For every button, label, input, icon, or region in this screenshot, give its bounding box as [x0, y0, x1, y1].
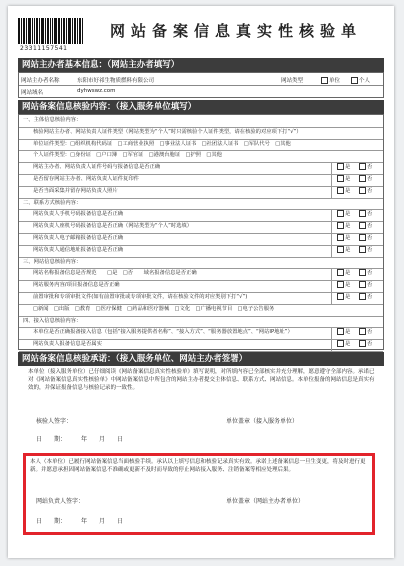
checkbox-no[interactable] — [359, 339, 372, 351]
checkbox-label: 否 — [367, 176, 373, 182]
checkbox-label: 是 — [345, 235, 351, 241]
checkbox-icon — [321, 77, 328, 84]
verify-row-text: 网站主办者、网站负责人证件号码与报备信息是否正确 — [33, 164, 161, 171]
checkbox-icon — [337, 246, 344, 253]
checkbox-label: 是 — [345, 341, 351, 348]
owner-stamp-label: 单位盖章（网站主办者单位） — [226, 498, 305, 505]
checkbox-icon — [359, 210, 366, 217]
checkbox-icon — [337, 281, 344, 288]
verify-row-text: 网站负责人电子邮箱报备信息是否正确 — [33, 235, 124, 241]
checkbox-yes[interactable] — [337, 186, 350, 198]
checkbox-label: 是 — [345, 270, 351, 277]
domain-label: 网站域名 — [21, 90, 44, 96]
checkbox-icon — [359, 246, 366, 253]
checkbox-icon — [337, 187, 344, 194]
domain-value: dyhwswz.com — [77, 88, 116, 94]
verify-row-text: 网站名称报备信息是否规范 □是 □否 域名报备信息是否正确 — [33, 270, 197, 277]
checkbox-label: 否 — [367, 223, 373, 230]
verify-row-text: 网站服务内容/项目报备信息是否正确 — [33, 282, 120, 289]
checkbox-label: 是 — [345, 294, 351, 300]
checkbox-no[interactable] — [359, 245, 372, 257]
checkbox-label: 否 — [367, 187, 373, 194]
checkbox-yes[interactable] — [337, 245, 350, 257]
checkbox-icon — [337, 163, 344, 170]
verify-row-text: 是否当面采集并留存网站负责人照片 — [33, 187, 118, 194]
checkbox-icon — [337, 328, 344, 335]
checkbox-label: 否 — [367, 211, 373, 218]
barcode-number: 23311157541 — [20, 45, 68, 52]
checkbox-icon — [359, 328, 366, 335]
checkbox-icon — [337, 210, 344, 217]
checkbox-no[interactable] — [359, 233, 372, 245]
checkbox-icon — [359, 281, 366, 288]
org-name-label: 网站主办者名称 — [21, 78, 60, 84]
checkbox-icon — [337, 269, 344, 276]
verify-row-text: 核验网站主办者、网站负责人证件类型（网站类型为“个人”时只需核验个人证件类型，请在核验的对应项下打“√”） — [33, 128, 302, 135]
checkbox-label: 是 — [345, 164, 351, 171]
barcode-icon — [18, 14, 96, 44]
checkbox-label: 否 — [367, 235, 373, 241]
checkbox-no[interactable] — [359, 209, 372, 221]
org-name-value: 东阳市好祁生物质燃料有限公司 — [77, 78, 155, 84]
checkbox-icon — [359, 175, 366, 182]
owner-date-label: 日 期： 年 月 日 — [36, 518, 124, 525]
verify-table — [18, 114, 384, 350]
checkbox-yes[interactable] — [337, 268, 350, 280]
checkbox-icon — [359, 340, 366, 347]
section-owner-info-title: 网站主办者基本信息：（网站主办者填写） — [18, 58, 384, 72]
checkbox-label: 是 — [345, 176, 351, 182]
checkbox-yes[interactable] — [337, 221, 350, 233]
checkbox-label: 否 — [367, 282, 373, 289]
verify-row-text: □新闻 □出版 □教育 □医疗保健 □药品和医疗器械 □文化 □广播电视节目 □电子公告服务 — [33, 305, 275, 312]
verify-row-text: 网站负责人通信地址报备信息是否正确 — [33, 246, 124, 253]
checkbox-icon — [359, 269, 366, 276]
document-page — [8, 6, 394, 558]
verify-row-text: 一、主体信息核验内容： — [23, 117, 82, 123]
checkbox-icon — [351, 77, 358, 84]
checkbox-no[interactable] — [359, 327, 372, 339]
checkbox-yes[interactable] — [337, 339, 350, 351]
document-header — [18, 14, 384, 56]
checkbox-icon — [359, 234, 366, 241]
checkbox-icon — [337, 293, 344, 300]
verify-row-text: 是否留存网站主办者、网站负责人证件复印件 — [33, 176, 139, 182]
verify-row-text: 单位证件类型：□组织机构代码证 □工商营业执照 □事业法人证书 □社团法人证书 □军队代号 □其他 — [33, 140, 291, 147]
checkbox-no[interactable] — [359, 174, 372, 186]
unit-stamp-label: 单位盖章（接入服务单位） — [226, 418, 299, 425]
checkbox-label: 是 — [345, 211, 351, 218]
document-title: 网站备案信息真实性核验单 — [110, 22, 363, 40]
site-type-person[interactable]: 个人 — [351, 76, 370, 84]
checkbox-label: 是 — [345, 246, 351, 253]
verifier-sign-label: 核验人签字： — [36, 418, 73, 425]
checkbox-no[interactable] — [359, 162, 372, 174]
checkbox-label: 是 — [345, 187, 351, 194]
checkbox-yes[interactable] — [337, 280, 350, 292]
verify-row-text: 网站负责人座机号码报备信息是否正确（网站类型为“个人”时选填） — [33, 223, 193, 230]
section-commitment-title: 网站备案信息核验承诺：（接入服务单位、网站主办者签署） — [18, 352, 384, 366]
checkbox-icon — [337, 175, 344, 182]
checkbox-label: 否 — [367, 246, 373, 253]
checkbox-label: 否 — [367, 329, 373, 336]
checkbox-yes[interactable] — [337, 162, 350, 174]
checkbox-label: 是 — [345, 329, 351, 336]
date-label: 日 期： 年 月 日 — [36, 436, 124, 443]
verify-row-text: 二、联系方式核验内容： — [23, 199, 82, 206]
checkbox-icon — [359, 187, 366, 194]
checkbox-label: 是 — [345, 223, 351, 230]
checkbox-label: 否 — [367, 294, 373, 300]
verify-row-text: 个人证件类型：□身份证 □户口簿 □军官证 □港澳台胞证 □护照 □其他 — [33, 152, 222, 159]
commitment-paragraph-2: 本人（本单位）已履行网站备案信息当面核验手续。承认以上填写信息和核验记录真实有效。承诺上述备案信息一旦生变更，将及时进行更新。并愿意承担因网站备案信息不准确或更新不及时而导致的停止网站接入服务、注销备案等相应处理后果。 — [30, 459, 366, 473]
checkbox-label: 否 — [367, 341, 373, 348]
checkbox-no[interactable] — [359, 186, 372, 198]
checkbox-yes[interactable] — [337, 174, 350, 186]
checkbox-label: 否 — [367, 270, 373, 277]
checkbox-yes[interactable] — [337, 209, 350, 221]
checkbox-yes[interactable] — [337, 233, 350, 245]
site-type-label: 网站类型 — [281, 78, 304, 84]
checkbox-no[interactable] — [359, 292, 372, 304]
checkbox-no[interactable] — [359, 268, 372, 280]
checkbox-icon — [337, 340, 344, 347]
checkbox-yes[interactable] — [337, 327, 350, 339]
verify-row-text: 四、接入信息核验内容： — [23, 317, 82, 324]
checkbox-icon — [359, 222, 366, 229]
checkbox-no[interactable] — [359, 221, 372, 233]
site-type-unit[interactable]: 单位 — [321, 76, 340, 84]
checkbox-icon — [337, 222, 344, 229]
checkbox-icon — [359, 293, 366, 300]
owner-sign-label: 网站负责人签字： — [36, 498, 85, 505]
verify-row — [19, 339, 383, 352]
verify-row-text: 三、网站信息核验内容： — [23, 258, 82, 265]
checkbox-icon — [359, 163, 366, 170]
section-verify-title: 网站备案信息核验内容：（接入服务单位填写） — [18, 100, 384, 114]
verify-row-text: 网站负责人手机号码报备信息是否正确 — [33, 211, 124, 218]
verify-row-text: 前置审批和专项审批文件(如有前置审批或专项审批文件，请在核验文件的对应类别下打“√”) — [33, 294, 248, 300]
checkbox-icon — [337, 234, 344, 241]
checkbox-no[interactable] — [359, 280, 372, 292]
commitment-paragraph-1: 本单位（接入服务单位）已仔细阅读《网站备案信息真实性核验单》填写说明，对所填内容已全部核实并充分理解，愿意遵守全部内容。承诺已对《网站备案信息真实性核验单》中网站备案信息中所包含的网站主办者提交主体信息、联系方式、网站信息。本单位报备的网站信息是真实有效的，并保证报备信息与核验记录的一致性。 — [28, 369, 375, 391]
owner-info-table — [18, 72, 384, 98]
verify-row-text: 本单位是否正确报备接入信息（包括“接入服务提供者名称”、“接入方式”、“服务器放置地点”、“网站IP地址”） — [33, 329, 293, 336]
checkbox-yes[interactable] — [337, 292, 350, 304]
verify-row-text: 网站负责人报备信息是否属实 — [33, 341, 102, 348]
checkbox-label: 否 — [367, 164, 373, 171]
checkbox-label: 是 — [345, 282, 351, 289]
